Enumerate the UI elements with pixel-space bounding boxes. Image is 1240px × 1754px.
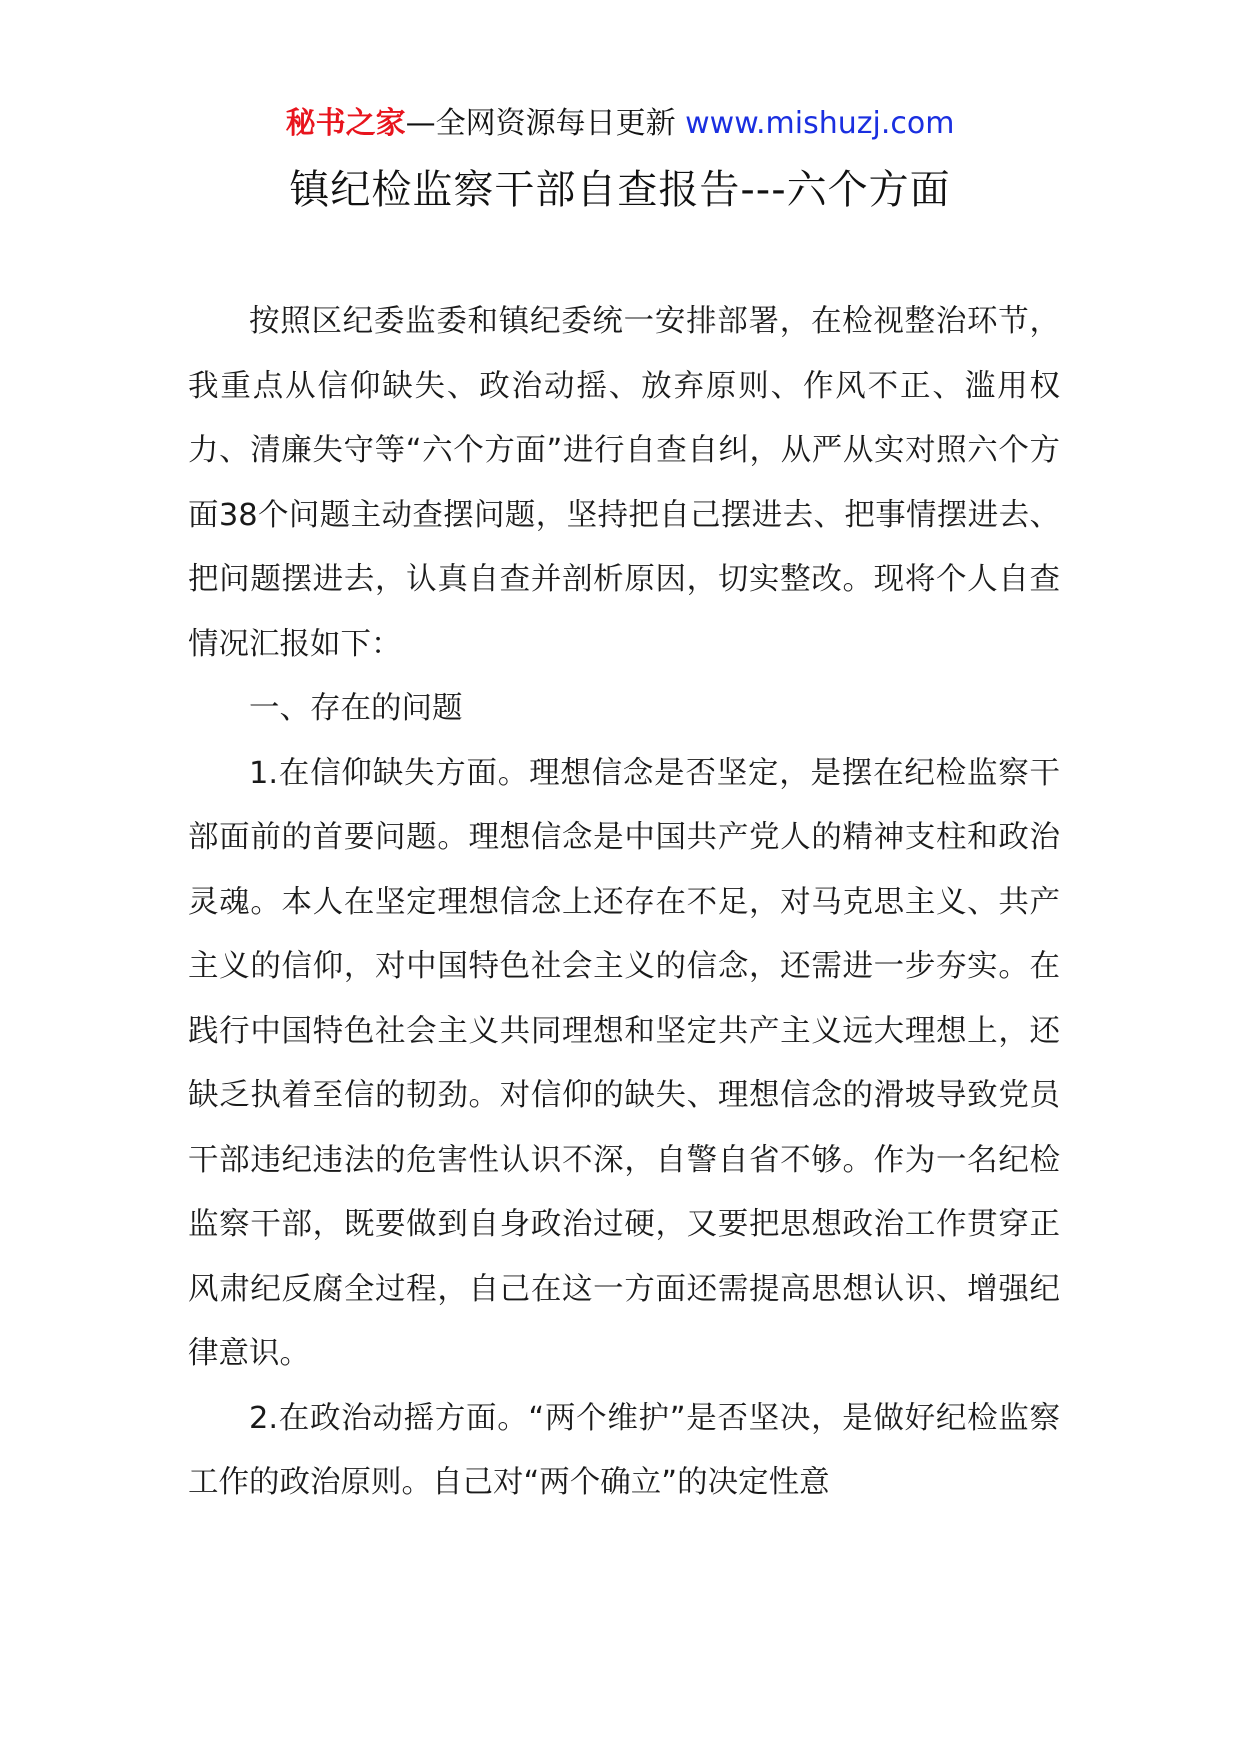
intro-paragraph: 按照区纪委监委和镇纪委统一安排部署，在检视整治环节，我重点从信仰缺失、政治动摇、放弃原则、作风不正、滥用权力、清廉失守等“六个方面”进行自查自纠，从严从实对照六个方面38个问题主动查摆问题，坚持把自己摆进去、把事情摆进去、把问题摆进去，认真自查并剖析原因，切实整改。现将个人自查情况汇报如下： xyxy=(188,304,1060,662)
site-header xyxy=(0,100,1240,148)
header-tagline: —全网资源每日更新 xyxy=(405,106,686,141)
brand-name: 秘书之家 xyxy=(285,106,406,141)
document-body xyxy=(188,290,1060,1516)
document-title: 镇纪检监察干部自查报告---六个方面 xyxy=(289,167,951,213)
site-url-link[interactable]: www.mishuzj.com xyxy=(685,106,955,141)
section-heading: 一、存在的问题 xyxy=(249,691,463,726)
item-1-paragraph: 1.在信仰缺失方面。理想信念是否坚定，是摆在纪检监察干部面前的首要问题。理想信念是中国共产党人的精神支柱和政治灵魂。本人在坚定理想信念上还存在不足，对马克思主义、共产主义的信仰，对中国特色社会主义的信念，还需进一步夯实。在践行中国特色社会主义共同理想和坚定共产主义远大理想上，还缺乏执着至信的韧劲。对信仰的缺失、理想信念的滑坡导致党员干部违纪违法的危害性认识不深，自警自省不够。作为一名纪检监察干部，既要做到自身政治过硬，又要把思想政治工作贯穿正风肃纪反腐全过程，自己在这一方面还需提高思想认识、增强纪律意识。 xyxy=(188,755,1060,1371)
item-2-paragraph: 2.在政治动摇方面。“两个维护”是否坚决，是做好纪检监察工作的政治原则。自己对“两个确立”的决定性意 xyxy=(188,1400,1060,1500)
